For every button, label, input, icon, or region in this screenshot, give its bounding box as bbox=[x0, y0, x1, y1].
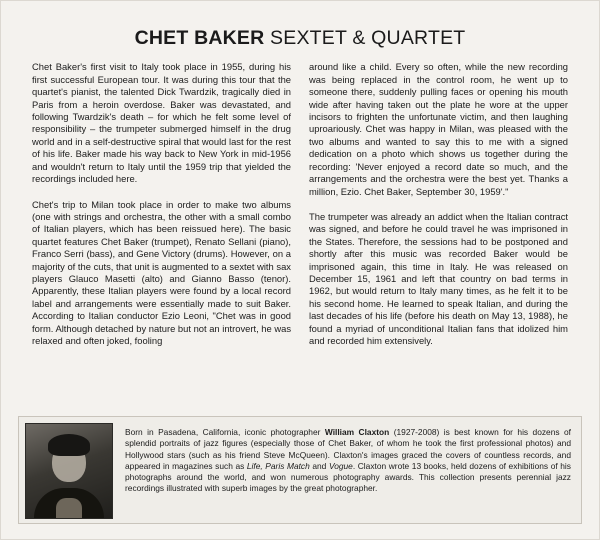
left-column bbox=[32, 61, 291, 347]
right-column bbox=[309, 61, 568, 347]
bio-segment: Born in Pasadena, California, iconic photographer bbox=[125, 427, 325, 437]
title-area bbox=[0, 0, 600, 61]
photographer-portrait-image bbox=[25, 423, 113, 519]
paragraph: Chet's trip to Milan took place in order to make two albums (one with strings and orchestra, the other with a small combo of Italian players, which has been reissued here). The basic quartet features Chet Baker (trumpet), Renato Sellani (piano), Franco Serri (bass), and Gene Victory (drums). However, on a majority of the cuts, that unit is augmented to a sextet with sax players Glauco Masetti (alto) and Gianno Basso (tenor). Apparently, these Italian players were found by a local record label and arrangements were essentially made to suit Baker. According to Italian conductor Ezio Leoni, "Chet was in good form. Although detached by nature but not an introvert, he was relaxed and often joked, fooling bbox=[32, 198, 292, 346]
magazine-names-1: Life, Paris Match bbox=[246, 460, 310, 471]
paragraph: Chet Baker's first visit to Italy took place in 1955, during his first successful European tour. It was during this tour that the quartet's pianist, the talented Dick Twardzik, tragically died in Paris from a heroin overdose. Baker was devastated, and following Twardzik's death – for which he felt some level of responsibility – the trumpeter submerged himself in the drug world and in a self-destructive spiral that would last for the rest of his life. Baker made his way back to New York in mid-1956 and wouldn't return to Italy until the 1959 trip that yielded the recordings included here. bbox=[32, 61, 291, 185]
title-artist: CHET BAKER bbox=[134, 27, 265, 49]
paragraph: around like a child. Every so often, while the new recording was being replaced in the control room, he went up to someone there, suddenly pulling faces or opening his mouth wide after having taken out the plate he wore at the upper incisors to frighten the unfortunate victim, and then laughing uproariously. Chet was happy in Milan, was pleased with the two albums and wanted to say this to me with a signed dedication on a photo which shows us together during the recording: 'Never enjoyed a record date so much, and the arrangements and the orchestra were the best yet. Thanks a million, Ezio. Chet Baker, September 30, 1959'." bbox=[309, 61, 568, 197]
photographer-panel bbox=[18, 416, 582, 524]
photographer-name: William Claxton bbox=[324, 427, 390, 437]
bio-segment: . Claxton wrote 13 books, held dozens of exhibitions of his photographs around the world, and won numerous photography awards. This collection presents perennial jazz recordings illustrated with superb images by the great photographer. bbox=[125, 460, 571, 494]
title-subtitle: SEXTET & QUARTET bbox=[264, 27, 466, 49]
portrait-shirt bbox=[56, 498, 82, 518]
paragraph: The trumpeter was already an addict when the Italian contract was signed, and before he could travel he was imprisoned in the States. Therefore, the sessions had to be postponed and shortly after this music was recorded Baker would be imprisoned again, this time in Italy. He was released on December 15, 1961 and left that country on bad terms in 1962, but would return to Italy many times, as he felt it to be his second home. He learned to speak Italian, and during the last decades of his life (before his death on May 13, 1988), he found a myriad of unconditional Italian fans that idolized him and recorded him extensively. bbox=[309, 210, 568, 346]
bio-segment: (1927-2008) is best known for his dozens of splendid portraits of jazz figures (especially those of Chet Baker, of whom he took the first professional photos) and Hollywood stars (such as his friend Steve McQueen). Claxton's images graced the covers of countless records, and appeared in magazines such as bbox=[125, 427, 571, 471]
page-title bbox=[0, 28, 600, 49]
bio-segment: and bbox=[309, 460, 329, 471]
magazine-names-2: Vogue bbox=[328, 460, 353, 471]
text-columns bbox=[0, 61, 600, 347]
photographer-bio bbox=[113, 423, 575, 517]
portrait-hair bbox=[48, 434, 90, 456]
